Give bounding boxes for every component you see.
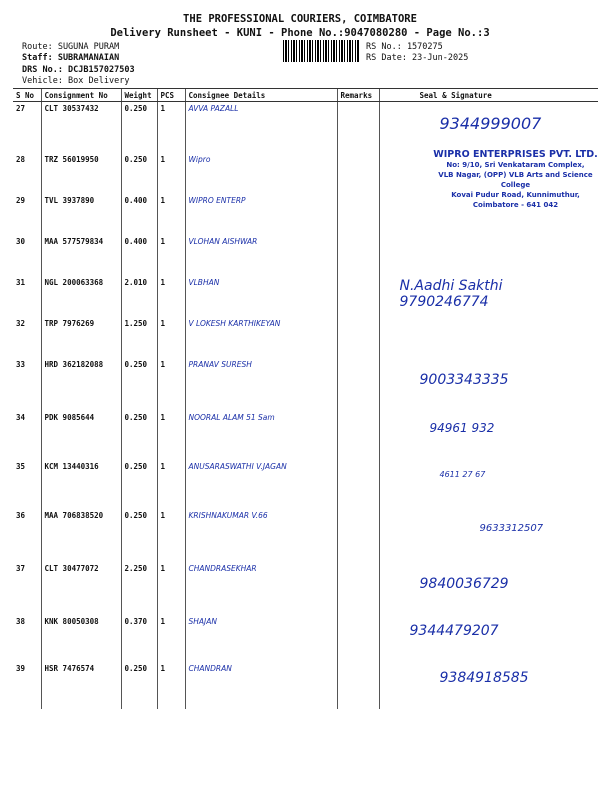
cell-consignment: CLT 30477072 (41, 562, 121, 615)
cell-sno: 27 (16, 104, 26, 113)
cell-pcs: 1 (157, 153, 185, 194)
cell-remarks (337, 276, 379, 317)
rs-date: RS Date: 23-Jun-2025 (366, 53, 469, 63)
stamp-line: Coimbatore - 641 042 (472, 201, 559, 209)
stamp-line: No: 9/10, Sri Venkataram Complex, (446, 161, 585, 169)
cell-remarks (337, 615, 379, 662)
cell-signature: 4611 27 67 (379, 460, 598, 509)
cell-consignee: PRANAV SURESH (185, 358, 337, 411)
cell-weight: 0.370 (121, 615, 157, 662)
cell-remarks (337, 317, 379, 358)
cell-consignee: SHAJAN (185, 615, 337, 662)
rs-number: RS No.: 1570275 (366, 42, 443, 52)
route-label: Route: SUGUNA PURAM (22, 42, 120, 52)
cell-remarks (337, 153, 379, 194)
cell-signature: N.Aadhi Sakthi 9790246774 (379, 276, 598, 317)
cell-weight: 0.250 (121, 153, 157, 194)
table-row (13, 235, 598, 276)
cell-sno: 34 (16, 413, 26, 422)
cell-consignment: PDK 9085644 (41, 411, 121, 460)
cell-signature (379, 235, 598, 276)
cell-pcs: 1 (157, 194, 185, 235)
cell-remarks (337, 562, 379, 615)
cell-remarks (337, 509, 379, 562)
cell-consignment: TRP 7976269 (41, 317, 121, 358)
cell-remarks (337, 235, 379, 276)
cell-sno: 39 (16, 664, 26, 673)
barcode (283, 40, 360, 62)
col-weight: Weight (121, 89, 157, 102)
cell-signature: 9384918585 (379, 662, 598, 709)
cell-signature: 9840036729 (379, 562, 598, 615)
cell-pcs: 1 (157, 615, 185, 662)
cell-signature: 9344479207 (379, 615, 598, 662)
cell-sno: 29 (16, 196, 26, 205)
cell-consignment: MAA 706838520 (41, 509, 121, 562)
vehicle-label: Vehicle: Box Delivery (22, 76, 130, 86)
cell-pcs: 1 (157, 460, 185, 509)
cell-consignee: NOORAL ALAM 51 Sam (185, 411, 337, 460)
table-row (13, 276, 598, 317)
cell-weight: 0.250 (121, 509, 157, 562)
cell-consignee: V LOKESH KARTHIKEYAN (185, 317, 337, 358)
cell-pcs: 1 (157, 562, 185, 615)
cell-weight: 0.250 (121, 411, 157, 460)
cell-signature: 9344999007 (379, 102, 598, 154)
col-sno: S No (13, 89, 41, 102)
cell-weight: 2.250 (121, 562, 157, 615)
cell-sno: 38 (16, 617, 26, 626)
col-consignment: Consignment No (41, 89, 121, 102)
cell-sno: 33 (16, 360, 26, 369)
cell-pcs: 1 (157, 358, 185, 411)
cell-remarks (337, 358, 379, 411)
table-header-row (13, 89, 598, 102)
cell-sno: 37 (16, 564, 26, 573)
cell-sno: 30 (16, 237, 26, 246)
drs-label: DRS No.: DCJB157027503 (22, 65, 135, 75)
cell-remarks (337, 662, 379, 709)
cell-sno: 32 (16, 319, 26, 328)
cell-weight: 0.400 (121, 235, 157, 276)
cell-pcs: 1 (157, 662, 185, 709)
cell-weight: 0.400 (121, 194, 157, 235)
cell-consignment: MAA 577579834 (41, 235, 121, 276)
cell-sno: 31 (16, 278, 26, 287)
cell-pcs: 1 (157, 276, 185, 317)
cell-weight: 0.250 (121, 460, 157, 509)
cell-remarks (337, 102, 379, 154)
cell-consignee: Wipro (185, 153, 337, 194)
col-seal: Seal & Signature (379, 89, 598, 102)
cell-consignment: KCM 13440316 (41, 460, 121, 509)
table-row (13, 509, 598, 562)
table-row (13, 317, 598, 358)
stamp-line: Kovai Pudur Road, Kunnimuthur, (451, 191, 580, 199)
cell-consignment: TVL 3937890 (41, 194, 121, 235)
cell-sno: 35 (16, 462, 26, 471)
cell-consignee: VLOHAN AISHWAR (185, 235, 337, 276)
cell-signature (379, 317, 598, 358)
cell-consignee: CHANDRAN (185, 662, 337, 709)
cell-consignment: TRZ 56019950 (41, 153, 121, 194)
staff-label: Staff: SUBRAMANAIAN (22, 53, 120, 63)
cell-weight: 0.250 (121, 662, 157, 709)
cell-consignment: HRD 362182088 (41, 358, 121, 411)
cell-weight: 0.250 (121, 102, 157, 154)
table-row (13, 358, 598, 411)
cell-weight: 1.250 (121, 317, 157, 358)
cell-consignment: CLT 30537432 (41, 102, 121, 154)
cell-consignment: KNK 80050308 (41, 615, 121, 662)
col-remarks: Remarks (337, 89, 379, 102)
cell-sno: 28 (16, 155, 26, 164)
cell-consignment: HSR 7476574 (41, 662, 121, 709)
cell-signature: 94961 932 (379, 411, 598, 460)
runsheet-title: Delivery Runsheet - KUNI - Phone No.:9047080280 - Page No.:3 (110, 27, 490, 39)
cell-pcs: 1 (157, 235, 185, 276)
cell-pcs: 1 (157, 317, 185, 358)
cell-consignee: KRISHNAKUMAR V.66 (185, 509, 337, 562)
cell-consignee: ANUSARASWATHI V.JAGAN (185, 460, 337, 509)
table-row (13, 460, 598, 509)
cell-consignee: CHANDRASEKHAR (185, 562, 337, 615)
cell-remarks (337, 411, 379, 460)
table-row (13, 562, 598, 615)
cell-sno: 36 (16, 511, 26, 520)
cell-weight: 2.010 (121, 276, 157, 317)
table-row (13, 615, 598, 662)
table-row (13, 662, 598, 709)
cell-remarks (337, 460, 379, 509)
table-row (13, 102, 598, 154)
cell-weight: 0.250 (121, 358, 157, 411)
cell-signature: 9633312507 (379, 509, 598, 562)
cell-pcs: 1 (157, 509, 185, 562)
company-stamp (428, 150, 600, 210)
cell-remarks (337, 194, 379, 235)
cell-consignment: NGL 200063368 (41, 276, 121, 317)
company-title: THE PROFESSIONAL COURIERS, COIMBATORE (183, 13, 417, 25)
cell-pcs: 1 (157, 411, 185, 460)
cell-consignee: VLBHAN (185, 276, 337, 317)
table-row (13, 411, 598, 460)
col-consignee: Consignee Details (185, 89, 337, 102)
col-pcs: PCS (157, 89, 185, 102)
cell-consignee: AVVA PAZALL (185, 102, 337, 154)
cell-pcs: 1 (157, 102, 185, 154)
stamp-line: VLB Nagar, (OPP) VLB Arts and Science College (438, 171, 593, 189)
stamp-company: WIPRO ENTERPRISES PVT. LTD. (433, 149, 598, 160)
cell-consignee: WIPRO ENTERP (185, 194, 337, 235)
cell-signature: 9003343335 (379, 358, 598, 411)
